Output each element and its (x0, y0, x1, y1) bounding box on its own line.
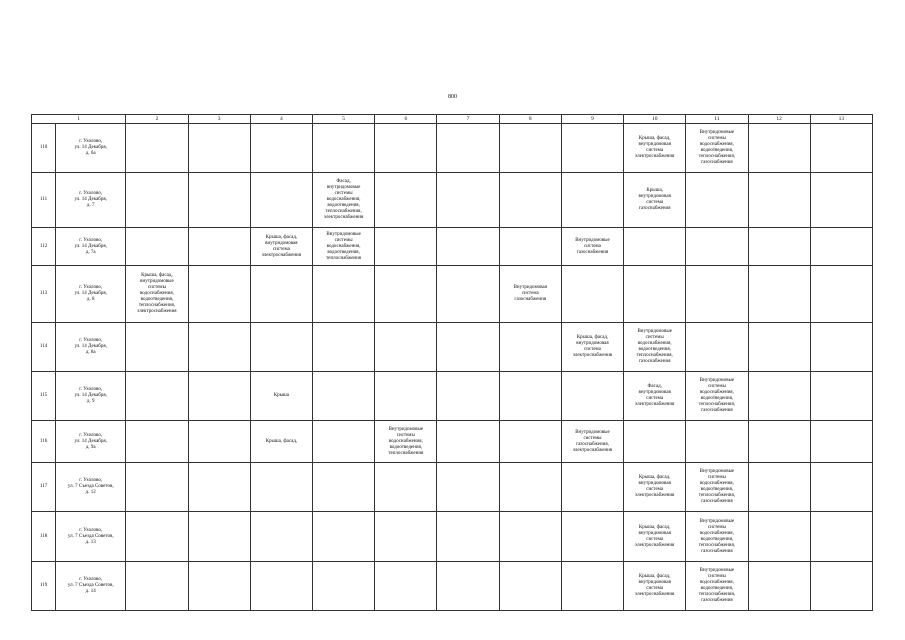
work-cell (126, 512, 188, 562)
work-cell (375, 463, 437, 512)
work-cell (748, 323, 810, 372)
row-number-cell (32, 463, 56, 512)
work-cell (624, 512, 686, 562)
work-cell (250, 173, 312, 228)
work-cell (312, 463, 374, 512)
work-cell (686, 323, 748, 372)
cell-text: 116 (39, 438, 48, 444)
work-cell (499, 421, 561, 463)
work-cell (375, 372, 437, 421)
row-number-cell (32, 228, 56, 266)
work-cell (188, 463, 250, 512)
work-cell (188, 562, 250, 611)
work-cell (686, 124, 748, 173)
cell-text: Внутридомовые системы водоснабжения, водоотведения, теплоснабжения, газоснабжения (698, 469, 736, 504)
work-cell (250, 124, 312, 173)
work-cell (188, 228, 250, 266)
table-row (32, 421, 873, 463)
cell-text: Внутридомовые системы водоснабжения, водоотведения, теплоснабжения, газоснабжения (698, 568, 736, 603)
work-cell (561, 323, 623, 372)
table-row (32, 372, 873, 421)
address-cell (56, 228, 126, 266)
work-cell (686, 463, 748, 512)
work-cell (375, 173, 437, 228)
work-cell (561, 372, 623, 421)
work-cell (126, 372, 188, 421)
column-header: 4 (250, 115, 312, 124)
work-cell (624, 228, 686, 266)
address-cell (56, 562, 126, 611)
address-cell (56, 323, 126, 372)
work-cell (499, 228, 561, 266)
work-cell (748, 266, 810, 323)
row-number-cell (32, 266, 56, 323)
work-cell (188, 124, 250, 173)
work-cell (686, 228, 748, 266)
work-cell (437, 266, 499, 323)
cell-text: г. Ухолово, ул. 7 Съезда Советов, д. 14 (67, 577, 114, 594)
work-cell (748, 562, 810, 611)
work-cell (624, 463, 686, 512)
work-cell (250, 372, 312, 421)
work-cell (250, 463, 312, 512)
work-cell (561, 228, 623, 266)
cell-text: Крыша, фасад, внутридомовая система электроснабжения (635, 475, 675, 498)
work-cell (561, 463, 623, 512)
work-cell (810, 124, 872, 173)
cell-text: Крыша, внутридомовая система газоснабжения (638, 188, 671, 211)
table-row (32, 562, 873, 611)
column-header: 10 (624, 115, 686, 124)
work-cell (437, 512, 499, 562)
work-cell (748, 372, 810, 421)
work-cell (312, 562, 374, 611)
cell-text: г. Ухолово, ул. 14 Декабря, д. 8а (74, 338, 107, 355)
cell-text: 119 (39, 583, 48, 588)
column-header: 11 (686, 115, 748, 124)
cell-text: Внутридомовые системы водоснабжения, водоотведения, теплоснабжения (388, 426, 424, 456)
work-cell (188, 512, 250, 562)
work-cell (499, 124, 561, 173)
work-cell (126, 562, 188, 611)
work-cell (810, 372, 872, 421)
cell-text: Внутридомовые системы водоснабжения, водоотведения, теплоснабжения (326, 231, 362, 261)
work-cell (375, 266, 437, 323)
cell-text: Внутридомовые системы газоснабжения, электроснабжения (572, 429, 613, 453)
cell-text: Крыша, фасад, внутридомовая система электроснабжения (635, 574, 675, 597)
work-cell (624, 421, 686, 463)
work-cell (375, 323, 437, 372)
work-cell (250, 512, 312, 562)
cell-text: Крыша, фасад, (265, 438, 298, 444)
work-cell (437, 228, 499, 266)
column-header: 6 (375, 115, 437, 124)
work-cell (624, 323, 686, 372)
work-cell (748, 463, 810, 512)
work-cell (126, 421, 188, 463)
work-cell (748, 124, 810, 173)
cell-text: г. Ухолово, ул. 14 Декабря, д. 9а (74, 432, 107, 450)
work-cell (375, 512, 437, 562)
work-cell (437, 562, 499, 611)
work-cell (437, 124, 499, 173)
work-cell (312, 512, 374, 562)
address-cell (56, 463, 126, 512)
cell-text: г. Ухолово, ул. 14 Декабря, д. 8 (74, 285, 107, 302)
table-body (32, 115, 873, 611)
address-cell (56, 421, 126, 463)
row-number-cell (32, 173, 56, 228)
work-cell (437, 463, 499, 512)
work-cell (437, 323, 499, 372)
work-cell (188, 266, 250, 323)
work-cell (499, 562, 561, 611)
work-cell (810, 173, 872, 228)
work-cell (250, 323, 312, 372)
cell-text: г. Ухолово, ул. 14 Декабря, д. 6а (74, 139, 107, 156)
work-cell (312, 266, 374, 323)
work-cell (810, 228, 872, 266)
repair-schedule-table (31, 114, 873, 611)
work-cell (561, 124, 623, 173)
work-cell (499, 463, 561, 512)
cell-text: г. Ухолово, ул. 14 Декабря, д. 7а (74, 237, 107, 255)
work-cell (810, 421, 872, 463)
work-cell (686, 421, 748, 463)
work-cell (188, 421, 250, 463)
row-number-cell (32, 512, 56, 562)
column-header: 9 (561, 115, 623, 124)
work-cell (748, 421, 810, 463)
work-cell (810, 463, 872, 512)
row-number-cell (32, 562, 56, 611)
work-cell (437, 173, 499, 228)
cell-text: Крыша, фасад, внутридомовая система электроснабжения (572, 335, 613, 358)
column-header: 2 (126, 115, 188, 124)
cell-text: Внутридомовые системы водоснабжения, водоотведения, теплоснабжения, газоснабжения (636, 329, 673, 364)
table-row (32, 228, 873, 266)
cell-text: Внутридомовая система газоснабжения (513, 285, 547, 302)
work-cell (250, 266, 312, 323)
work-cell (375, 124, 437, 173)
work-cell (624, 266, 686, 323)
work-cell (686, 173, 748, 228)
work-cell (748, 173, 810, 228)
column-header: 12 (748, 115, 810, 124)
address-cell (56, 372, 126, 421)
cell-text: Крыша, фасад, внутридомовая система электроснабжения (635, 524, 675, 548)
work-cell (188, 372, 250, 421)
cell-text: Фасад, внутридомовые системы водоснабжения, водоотведения, теплоснабжения, электроснабжения (323, 179, 364, 220)
work-cell (126, 173, 188, 228)
row-number-cell (32, 372, 56, 421)
cell-text: г. Ухолово, ул. 7 Съезда Советов, д. 13 (67, 527, 114, 545)
cell-text: 110 (39, 145, 48, 150)
cell-text: 117 (39, 484, 48, 489)
work-cell (126, 228, 188, 266)
work-cell (810, 512, 872, 562)
work-cell (375, 421, 437, 463)
work-cell (810, 266, 872, 323)
work-cell (686, 372, 748, 421)
work-cell (810, 323, 872, 372)
table-row (32, 512, 873, 562)
cell-text: Крыша, фасад, внутридомовая система электроснабжения (261, 234, 302, 258)
work-cell (499, 323, 561, 372)
work-cell (499, 173, 561, 228)
cell-text: Внутридомовые системы водоснабжения, водоотведения, теплоснабжения, газоснабжения (698, 518, 736, 554)
cell-text: Внутридомовые системы водоснабжения, водоотведения, теплоснабжения, газоснабжения (698, 378, 736, 413)
cell-text: 114 (39, 344, 48, 349)
cell-text: 115 (39, 393, 48, 398)
column-header: 3 (188, 115, 250, 124)
cell-text: Фасад, внутридомовая система электроснабжения (635, 384, 675, 407)
work-cell (126, 266, 188, 323)
work-cell (375, 228, 437, 266)
column-header: 7 (437, 115, 499, 124)
work-cell (624, 372, 686, 421)
cell-text: Внутридомовые системы водоснабжения, водоотведения, теплоснабжения, газоснабжения (698, 130, 736, 165)
work-cell (561, 421, 623, 463)
table-row (32, 266, 873, 323)
cell-text: Крыша (273, 393, 289, 398)
cell-text: г. Ухолово, ул. 7 Съезда Советов, д. 12 (67, 478, 114, 495)
work-cell (126, 463, 188, 512)
table-row (32, 323, 873, 372)
row-number-cell (32, 323, 56, 372)
cell-text: 112 (39, 243, 48, 249)
address-cell (56, 124, 126, 173)
work-cell (748, 228, 810, 266)
work-cell (188, 173, 250, 228)
work-cell (686, 266, 748, 323)
cell-text: 118 (39, 533, 48, 539)
table-header-row (32, 115, 873, 124)
table-row (32, 463, 873, 512)
cell-text: 113 (39, 291, 48, 296)
work-cell (312, 372, 374, 421)
work-cell (686, 562, 748, 611)
work-cell (499, 372, 561, 421)
work-cell (499, 512, 561, 562)
table-row (32, 124, 873, 173)
work-cell (312, 124, 374, 173)
work-cell (499, 266, 561, 323)
cell-text: г. Ухолово, ул. 14 Декабря, д. 9 (74, 387, 107, 404)
work-cell (561, 266, 623, 323)
cell-text: Внутридомовые система газоснабжения (575, 237, 610, 255)
work-cell (561, 173, 623, 228)
work-cell (312, 173, 374, 228)
cell-text: 111 (39, 197, 48, 202)
work-cell (437, 372, 499, 421)
work-cell (375, 562, 437, 611)
work-cell (748, 512, 810, 562)
column-header: 1 (32, 115, 126, 124)
work-cell (312, 228, 374, 266)
cell-text: г. Ухолово, ул. 14 Декабря, д. 7 (74, 191, 107, 208)
work-cell (126, 323, 188, 372)
work-cell (810, 562, 872, 611)
work-cell (624, 124, 686, 173)
table-row (32, 173, 873, 228)
address-cell (56, 512, 126, 562)
work-cell (250, 562, 312, 611)
work-cell (561, 512, 623, 562)
cell-text: Крыша, фасад, внутридомовые системы водоснабжения, водоотведения, теплоснабжения, электроснабжения (137, 273, 177, 314)
column-header: 13 (810, 115, 872, 124)
address-cell (56, 173, 126, 228)
work-cell (250, 421, 312, 463)
work-cell (561, 562, 623, 611)
work-cell (624, 173, 686, 228)
row-number-cell (32, 421, 56, 463)
address-cell (56, 266, 126, 323)
column-header: 5 (312, 115, 374, 124)
work-cell (624, 562, 686, 611)
column-header: 8 (499, 115, 561, 124)
cell-text: Крыша, фасад, внутридомовая система электроснабжения (635, 136, 675, 159)
work-cell (312, 421, 374, 463)
page-number: 800 (448, 94, 457, 100)
work-cell (686, 512, 748, 562)
row-number-cell (32, 124, 56, 173)
work-cell (312, 323, 374, 372)
work-cell (250, 228, 312, 266)
work-cell (188, 323, 250, 372)
work-cell (437, 421, 499, 463)
work-cell (126, 124, 188, 173)
